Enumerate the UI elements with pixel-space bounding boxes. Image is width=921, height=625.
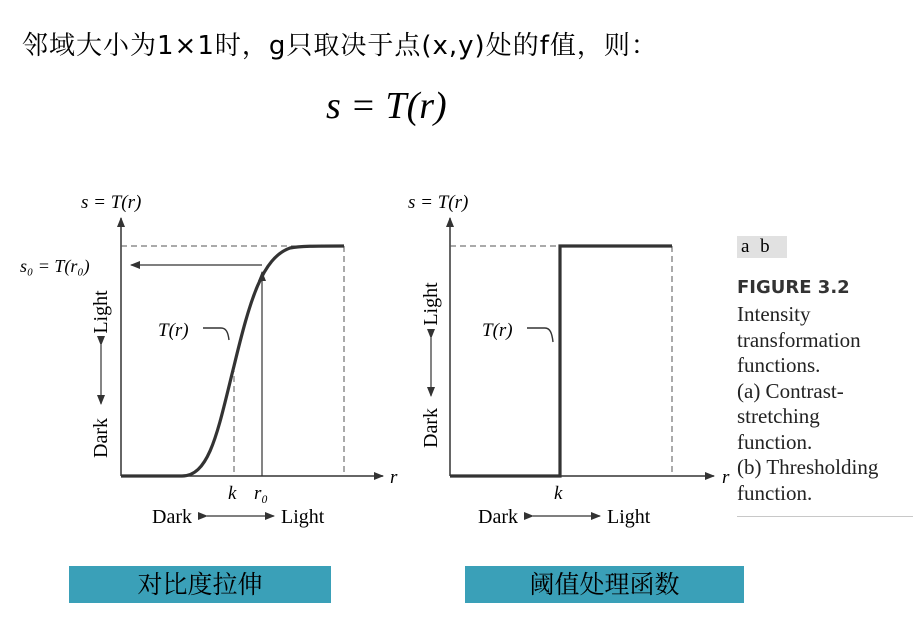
panel-b-y-light: Light (420, 282, 442, 326)
panel-a-curve (121, 246, 344, 476)
panel-a (20, 192, 398, 528)
thresholding-label: 阈值处理函数 (465, 566, 744, 603)
panel-a-y-light: Light (90, 290, 112, 334)
slide-heading: 邻域大小为1×1时，g只取决于点(x,y)处的f值，则： (22, 31, 658, 61)
panel-a-output-label: s₀ = T(r₀) (20, 256, 90, 276)
panel-b-x-dark: Dark (478, 506, 518, 528)
panel-a-curve-pointer (203, 328, 229, 340)
caption-line: (b) Thresholding (737, 455, 879, 479)
panel-a-x-axis-var: r (390, 467, 398, 488)
panel-b-x-axis-var: r (722, 467, 730, 488)
panel-b-curve-label: T(r) (482, 320, 513, 341)
panel-a-y-axis-title: s = T(r) (81, 192, 142, 213)
panel-a-tick-k: k (228, 483, 237, 504)
panel-a-x-light: Light (281, 506, 325, 528)
caption-line: stretching (737, 404, 820, 428)
caption-line: transformation (737, 327, 861, 352)
panel-b-y-dark: Dark (420, 408, 442, 448)
figure-tag-text: a b (741, 236, 773, 257)
caption-line: functions. (737, 353, 821, 377)
caption-line: (a) Contrast- (737, 378, 844, 403)
figure-title: FIGURE 3.2 (737, 277, 850, 298)
panel-b-curve-pointer (527, 328, 553, 342)
figure-caption (737, 302, 921, 506)
main-equation: s = T(r) (326, 85, 447, 127)
panel-a-x-dark: Dark (152, 506, 192, 528)
figure-tag (737, 236, 787, 258)
panel-b-step-curve (450, 246, 672, 476)
caption-line: Intensity (737, 302, 811, 326)
panel-b-x-light: Light (607, 506, 651, 528)
caption-line: function. (737, 429, 813, 454)
panel-b-y-axis-title: s = T(r) (408, 192, 469, 213)
panel-b-tick-k: k (554, 483, 563, 504)
contrast-stretching-label: 对比度拉伸 (69, 566, 331, 603)
panel-a-curve-label: T(r) (158, 320, 189, 341)
panel-a-y-dark: Dark (90, 418, 112, 458)
panel-a-tick-r0: r₀ (254, 483, 268, 504)
panel-b (408, 192, 730, 528)
caption-line: function. (737, 480, 813, 505)
caption-divider (737, 516, 913, 517)
